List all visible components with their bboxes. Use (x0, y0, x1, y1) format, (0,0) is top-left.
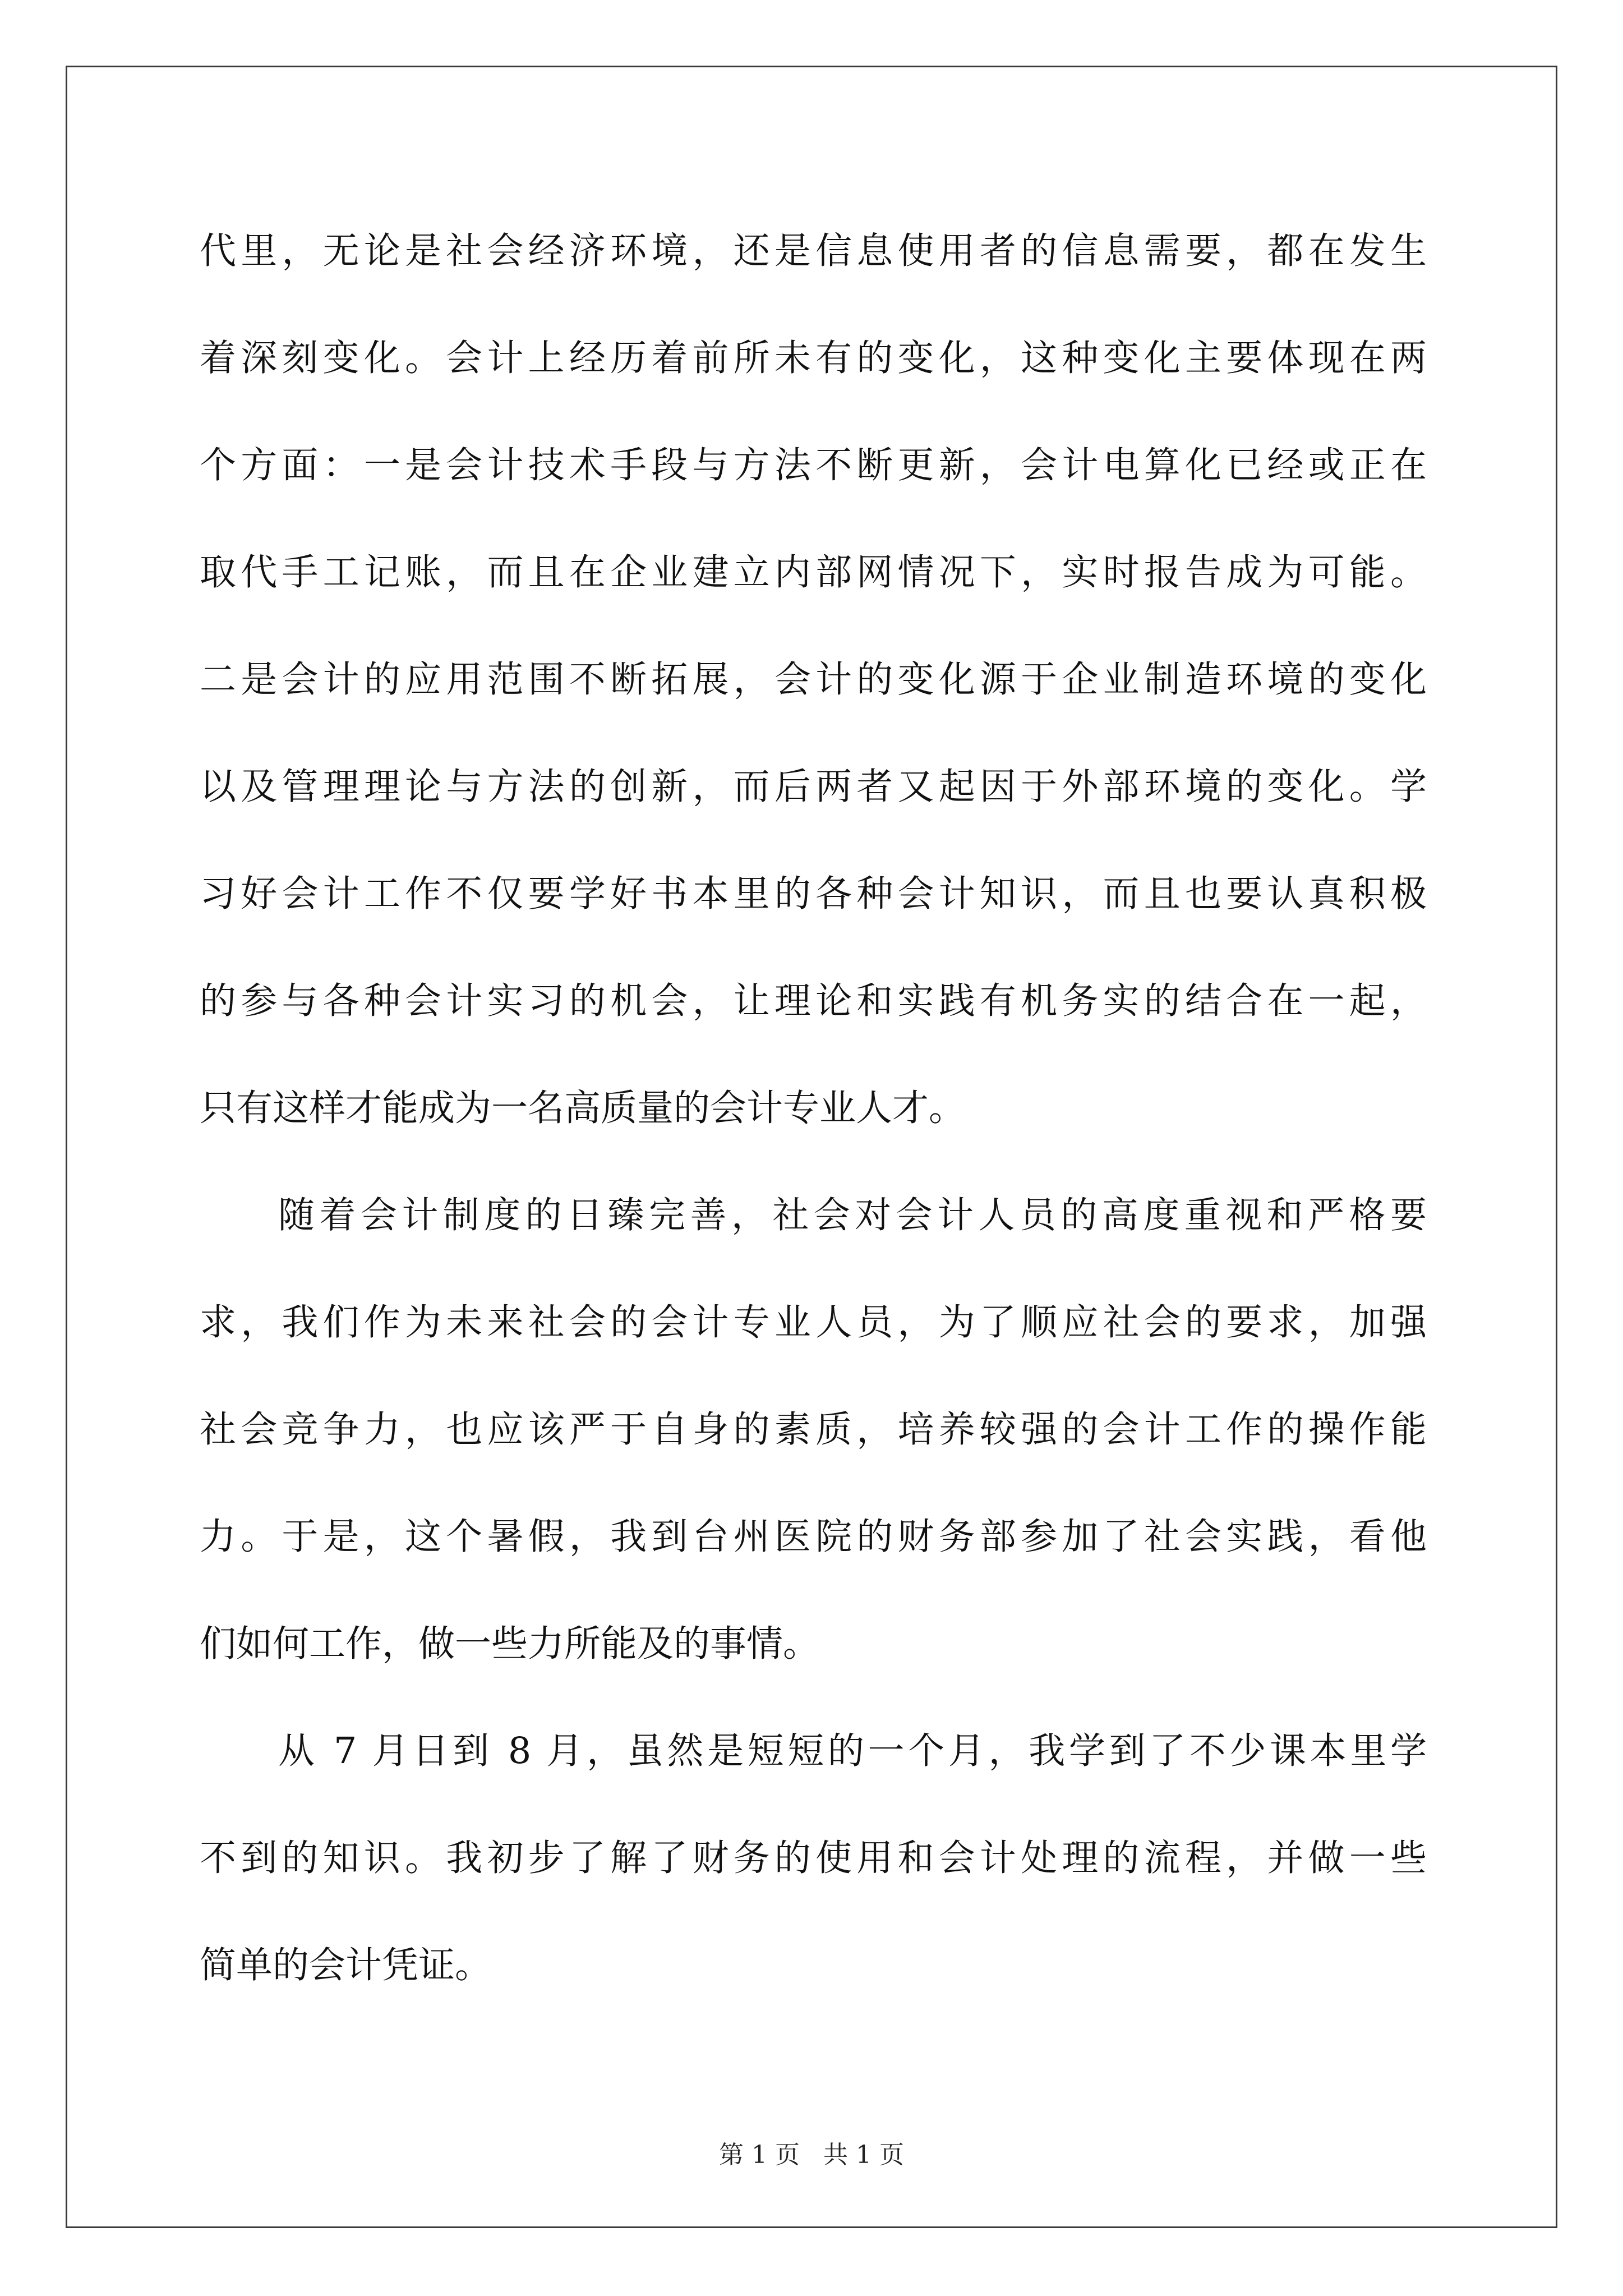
text-line: 简单的会计凭证。 (200, 1944, 492, 1986)
text-line: 求，我们作为未来社会的会计专业人员，为了顺应社会的要求，加强 (200, 1301, 1427, 1343)
page-total: 共 1 页 (823, 2141, 904, 2169)
paragraph-3 (200, 1715, 1427, 2036)
text-line: 以及管理理论与方法的创新，而后两者又起因于外部环境的变化。学 (200, 766, 1427, 808)
text-line: 个方面：一是会计技术手段与方法不断更新，会计电算化已经或正在 (200, 444, 1427, 486)
page-footer (0, 2134, 1623, 2170)
text-line: 习好会计工作不仅要学好书本里的各种会计知识，而且也要认真积极 (200, 873, 1427, 915)
text-line: 力。于是，这个暑假，我到台州医院的财务部参加了社会实践，看他 (200, 1516, 1427, 1558)
text-line: 社会竞争力，也应该严于自身的素质，培养较强的会计工作的操作能 (200, 1409, 1427, 1451)
paragraph-2 (200, 1179, 1427, 1715)
text-line: 二是会计的应用范围不断拓展，会计的变化源于企业制造环境的变化 (200, 659, 1427, 701)
text-line: 只有这样才能成为一名高质量的会计专业人才。 (200, 1087, 966, 1129)
text-line: 从 7 月日到 8 月，虽然是短短的一个月，我学到了不少课本里学 (278, 1730, 1427, 1772)
text-line: 随着会计制度的日臻完善，社会对会计人员的高度重视和严格要 (278, 1194, 1427, 1236)
text-line: 着深刻变化。会计上经历着前所未有的变化，这种变化主要体现在两 (200, 337, 1427, 379)
text-line: 的参与各种会计实习的机会，让理论和实践有机务实的结合在一起， (200, 980, 1427, 1022)
paragraph-1 (200, 215, 1427, 1179)
text-line: 们如何工作，做一些力所能及的事情。 (200, 1623, 820, 1665)
text-line: 取代手工记账，而且在企业建立内部网情况下，实时报告成为可能。 (200, 551, 1427, 593)
text-line: 代里，无论是社会经济环境，还是信息使用者的信息需要，都在发生 (200, 230, 1427, 272)
document-body (200, 215, 1427, 2036)
page-number: 第 1 页 (719, 2141, 800, 2169)
text-line: 不到的知识。我初步了解了财务的使用和会计处理的流程，并做一些 (200, 1837, 1427, 1879)
